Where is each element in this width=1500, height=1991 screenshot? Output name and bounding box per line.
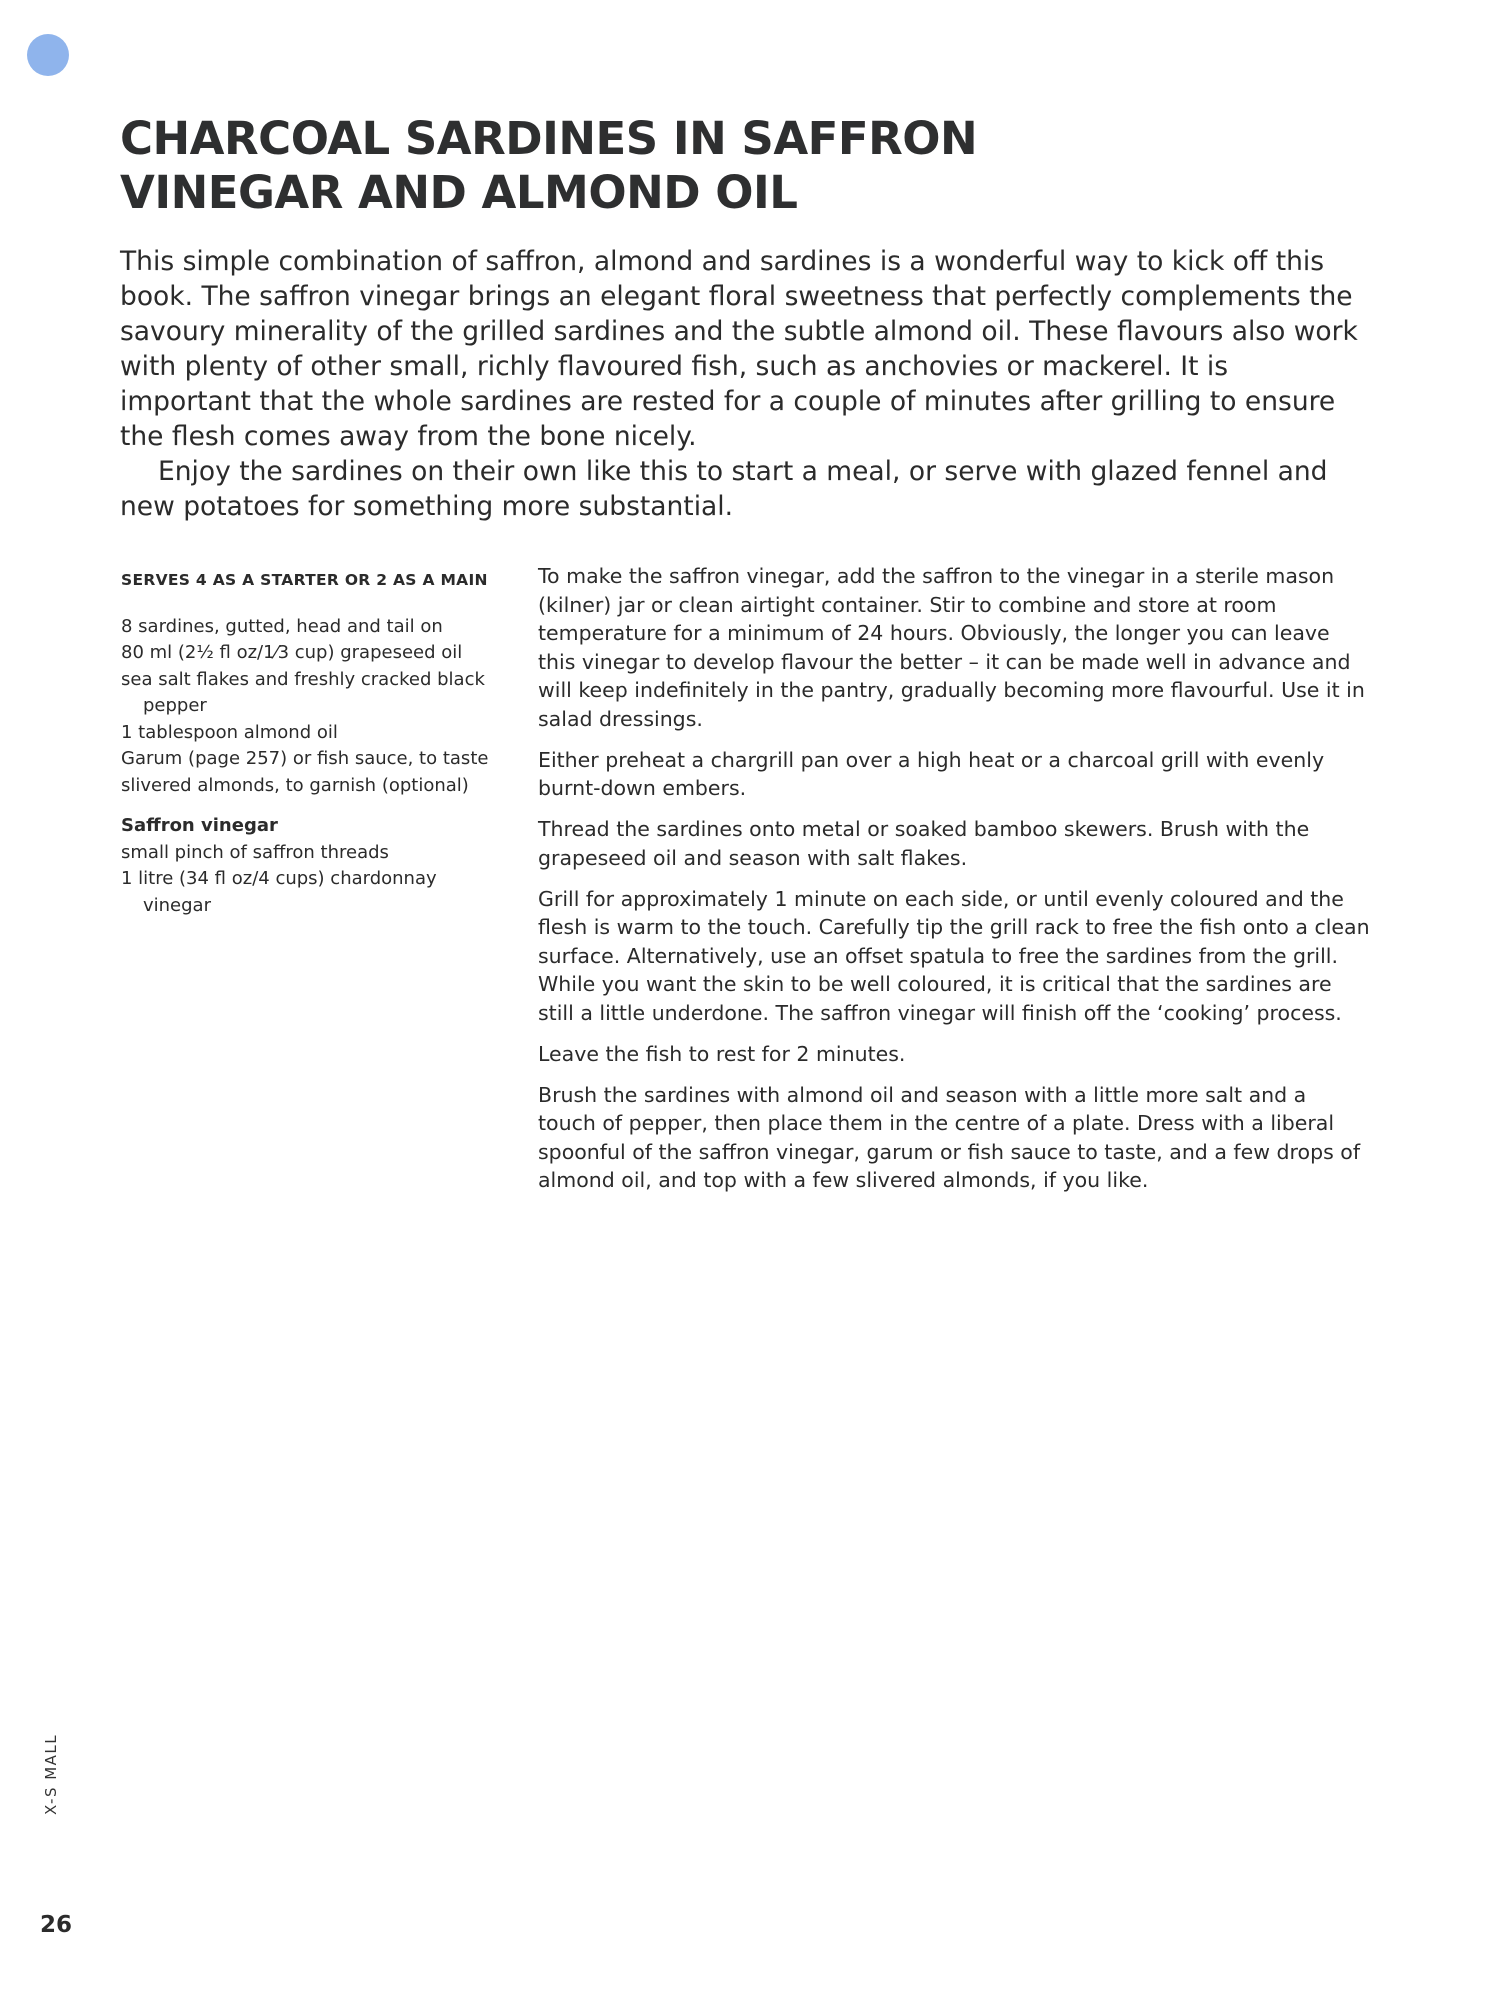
ingredient-item: 8 sardines, gutted, head and tail on xyxy=(121,615,443,637)
ingredients-column xyxy=(121,567,501,919)
saffron-vinegar-list xyxy=(121,840,501,920)
ingredient-item: small pinch of saffron threads xyxy=(121,841,389,863)
method-step: To make the saffron vinegar, add the saffron to the vinegar in a sterile mason (kilner) jar or clean airtight container. Stir to combine and store at room temperature for a minimum of 24 hours. Obviously, the longer you can leave this vinegar to develop flavour the better – it can be made well in advance and will keep indefinitely in the pantry, gradually becoming more flavourful. Use it in salad dressings. xyxy=(538,564,1365,731)
method-step: Brush the sardines with almond oil and season with a little more salt and a touch of pepper, then place them in the centre of a plate. Dress with a liberal spoonful of the saffron vinegar, garum or fish sauce to taste, and a few drops of almond oil, and top with a few slivered almonds, if you like. xyxy=(538,1082,1361,1192)
ingredient-item: slivered almonds, to garnish (optional) xyxy=(121,774,469,796)
recipe-title-line-2: VINEGAR AND ALMOND OIL xyxy=(120,166,798,219)
page-corner-dot xyxy=(27,34,69,76)
method-step: Grill for approximately 1 minute on each side, or until evenly coloured and the flesh is warm to the touch. Carefully tip the grill rack to free the fish onto a clean surface. Alternatively, use an offset spatula to free the sardines from the grill. While you want the skin to be well coloured, it is critical that the sardines are still a little underdone. The saffron vinegar will finish off the ‘cooking’ process. xyxy=(538,886,1370,1025)
ingredient-item: 1 litre (34 fl oz/4 cups) chardonnay vinegar xyxy=(121,868,437,916)
method-step: Thread the sardines onto metal or soaked bamboo skewers. Brush with the grapeseed oil and season with salt flakes. xyxy=(538,817,1310,870)
intro-paragraph-1: This simple combination of saffron, almond and sardines is a wonderful way to kick off this book. The saffron vinegar brings an elegant floral sweetness that perfectly complements the savoury minerality of the grilled sardines and the subtle almond oil. These flavours also work with plenty of other small, richly flavoured fish, such as anchovies or mackerel. It is important that the whole sardines are rested for a couple of minutes after grilling to ensure the flesh comes away from the bone nicely. xyxy=(120,246,1358,452)
serves-label: SERVES 4 AS A STARTER OR 2 AS A MAIN xyxy=(121,571,488,589)
recipe-title xyxy=(120,112,1320,220)
ingredient-list xyxy=(121,614,501,800)
side-section-label: X-S MALL xyxy=(42,1733,60,1815)
method-step: Leave the fish to rest for 2 minutes. xyxy=(538,1041,906,1066)
saffron-vinegar-heading: Saffron vinegar xyxy=(121,815,278,836)
ingredient-item: Garum (page 257) or fish sauce, to taste xyxy=(121,748,489,769)
recipe-title-line-1: CHARCOAL SARDINES IN SAFFRON xyxy=(120,112,978,165)
page-number: 26 xyxy=(40,1912,73,1938)
method-column xyxy=(538,562,1370,1207)
ingredient-item: 1 tablespoon almond oil xyxy=(121,721,338,743)
intro-paragraph-2: Enjoy the sardines on their own like this to start a meal, or serve with glazed fennel and new potatoes for something more substantial. xyxy=(120,456,1328,522)
method-step: Either preheat a chargrill pan over a high heat or a charcoal grill with evenly burnt-down embers. xyxy=(538,747,1325,800)
recipe-intro xyxy=(120,244,1365,524)
ingredient-item: sea salt flakes and freshly cracked black pepper xyxy=(121,668,485,716)
ingredient-item: 80 ml (2½ fl oz/1⁄3 cup) grapeseed oil xyxy=(121,642,463,663)
